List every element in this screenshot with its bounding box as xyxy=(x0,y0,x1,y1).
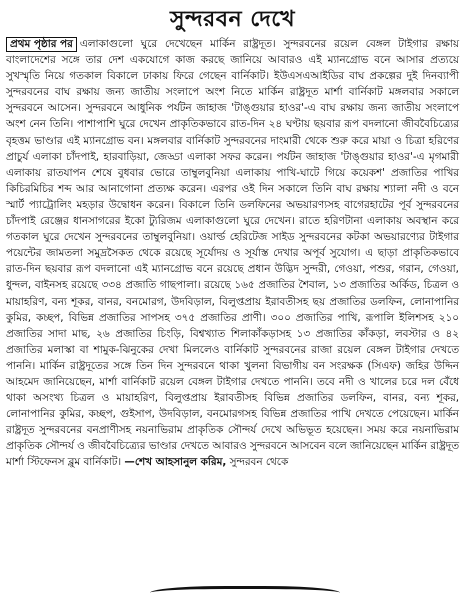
article-body xyxy=(0,36,465,471)
continued-from-front-page-label: প্রথম পৃষ্ঠার পর xyxy=(6,37,77,52)
article-byline: —শেখ আহসানুল করিম, xyxy=(124,456,227,469)
article-body-text: এলাকাগুলো ঘুরে দেখেছেন মার্কিন রাষ্ট্রদূত। সুন্দরবনের রয়েল বেঙ্গল টাইগার রক্ষায় বাংলাদেশের সঙ্গে তার দেশ একযোগে কাজ করছে জানিয়ে আবারও এই ম্যানগ্রোভ বনে আসার প্রত্যয়ে সুখস্মৃতি নিয়ে গতকাল বিকালে ঢাকায় ফিরে গেছেন বার্নিকাট। ইউএসএআইডির বাঘ প্রকল্পের দুই দিনব্যাপী সুন্দরবনের বাঘ রক্ষায় জন্য জাতীয় সংলাপে অংশ নিতে মার্কিন রাষ্ট্রদূত মার্শা বার্নিকাট মঙ্গলবার সকালে সুন্দরবনে আসেন। সুন্দরবনে আধুনিক পর্যটন জাহাজ 'টাঙ্গুয়ার হাওর'-এ বাঘ রক্ষায় জন্য জাতীয় সংলাপে অংশ নেন তিনি। পাশাপাশি ঘুরে দেখেন প্রাকৃতিকভাবে রাত-দিন ২৪ ঘণ্টায় ছয়বার রূপ বদলানো জীববৈচিত্র্যের বৃহত্তম ভাণ্ডার এই ম্যানগ্রোভ বন। মঙ্গলবার বার্নিকাট সুন্দরবনের দাংমারী থেকে শুরু করে মায়া ও চিত্রা হরিণের প্রাচুর্য এলাকা চাঁদপাই, হারবাড়িয়া, জেড্ডা এলাকা সফর করেন। পর্যটন জাহাজ 'টাঙ্গুয়ার হাওর'-এ মৃগমারী এলাকায় রাতযাপন শেষে বুধবার ভোরে তাম্বুলবুনিয়া এলাকায় পাখি-ঘাটে গিয়ে কয়েকশ' প্রজাতির পাখির কিচিরমিচির শব্দ আর আনাগোনা প্রত্যক্ষ করেন। এরপর ওই দিন সকালে তিনি বাঘ রক্ষায় শ্যালা নদী ও বনে স্মার্ট প্যাট্রোলিং মহড়ার উদ্বোধন করেন। বিকালে তিনি ডলফিনের অভয়ারণ্যসহ বাগেরহাটের পূর্ব সুন্দরবনের চাঁদপাই রেঞ্জের ধানসাগরের ইকো ট্যুরিজম এলাকাগুলো ঘুরে দেখেন। রাতে হরিণটানা এলাকায় অবস্থান করে গতকাল ঘুরে দেখেন সুন্দরবনের তাম্বুলবুনিয়া। ওয়ার্ল্ড হেরিটেজ সাইড সুন্দরবনের কটকা অভয়ারণ্যের টাইগার পয়েন্টের জামতলা সমুদ্রসৈকত থেকে রয়েছে সূর্যোদয় ও সূর্যাস্ত দেখার অপূর্ব সুযোগ। এ ছাড়া প্রাকৃতিকভাবে রাত-দিন ছয়বার রূপ বদলানো এই ম্যানগ্রোভ বনে রয়েছে প্রধান উদ্ভিদ সুন্দরী, গেওয়া, পশুর, গরান, গেওয়া, ধুন্দল, বাইনসহ রয়েছে ৩৩৪ প্রজাতি গাছপালা। রয়েছে ১৬৫ প্রজাতির শৈবাল, ১৩ প্রজাতির অর্কিড, চিত্রল ও মায়াহরিণ, বন্য শূকর, বানর, বনমোরগ, উদবিড়াল, বিলুপ্তপ্রায় ইরাবতীসহ ছয় প্রজাতির ডলফিন, লোনাপানির কুমির, কচ্ছপ, বিভিন্ন প্রজাতির সাপসহ ৩৭৫ প্রজাতির প্রাণী। ৩০০ প্রজাতির পাখি, রূপালি ইলিশসহ ২১০ প্রজাতির সাদা মাছ, ২৬ প্রজাতির চিংড়ি, বিশ্বখ্যাত শিলাকাঁকড়াসহ ১৩ প্রজাতির কাঁকড়া, লবস্টার ও ৪২ প্রজাতির মলাস্কা বা শামুক-ঝিনুকের দেখা মিললেও বার্নিকাট সুন্দরবনের রাজা রয়েল বেঙ্গল টাইগার দেখতে পাননি। মার্কিন রাষ্ট্রদূতের সঙ্গে তিন দিন সুন্দরবনে থাকা খুলনা বিভাগীয় বন সংরক্ষক (সিএফ) জহির উদ্দিন আহমেদ জানিয়েছেন, মার্শা বার্নিকাট রয়েল বেঙ্গল টাইগার দেখতে পাননি। তবে নদী ও খালের চরে দল বেঁধে থাকা অসংখ্য চিত্রল ও মায়াহরিণ, বিলুপ্তপ্রায় ইরাবতীসহ বিভিন্ন প্রজাতির ডলফিন, বানর, বন্য শূকর, লোনাপানির কুমির, কচ্ছপ, গুইসাপ, উদবিড়াল, বনমোরগসহ বিভিন্ন প্রজাতির পাখি দেখতে পেয়েছেন। মার্কিন রাষ্ট্রদূত সুন্দরবনের বনপ্রাণীসহ নয়নাভিরাম প্রাকৃতিক সৌন্দর্য দেখে অভিভূত হয়েছেন। সময় করে নয়নাভিরাম প্রাকৃতিক সৌন্দর্য ও জীববৈচিত্র্যের ভাণ্ডার দেখতে আবারও সুন্দরবনে আসবেন বলে জানিয়েছেন মার্কিন রাষ্ট্রদূত মার্শা স্টিফেনস ব্লুম বার্নিকাট। xyxy=(6,38,459,469)
article-headline: সুন্দরবন দেখে xyxy=(169,7,296,32)
next-article-headline-fragment xyxy=(150,586,340,594)
article-dateline: সুন্দরবন থেকে xyxy=(229,456,289,469)
